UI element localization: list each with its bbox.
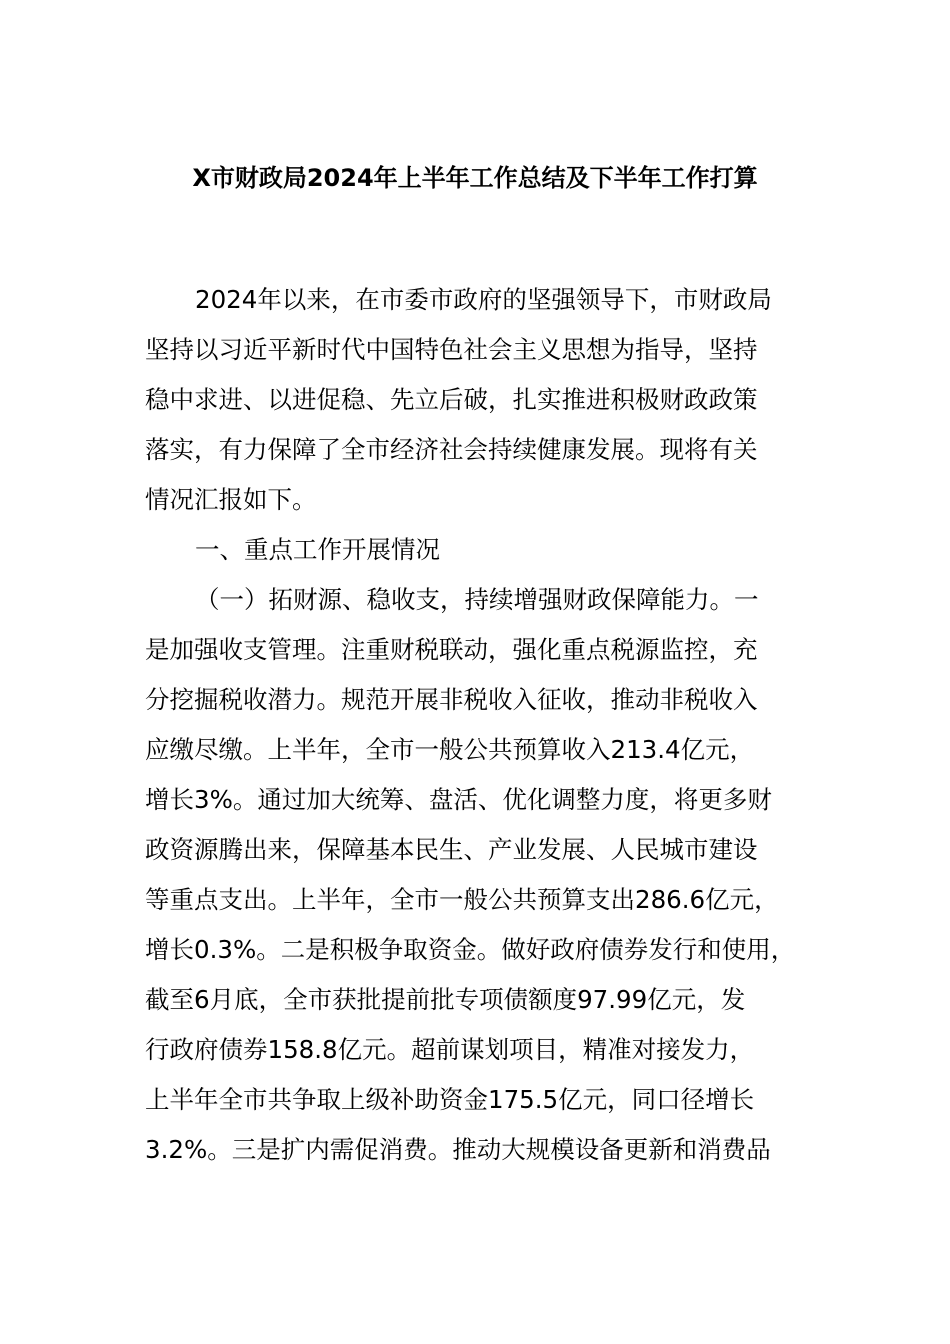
document-title: X市财政局2024年上半年工作总结及下半年工作打算 [192,164,758,192]
body-line: 应缴尽缴。上半年，全市一般公共预算收入213.4亿元， [145,735,755,764]
body-line: 稳中求进、以进促稳、先立后破，扎实推进积极财政政策 [145,385,758,414]
body-line: 落实，有力保障了全市经济社会持续健康发展。现将有关 [145,435,758,464]
body-line: 等重点支出。上半年，全市一般公共预算支出286.6亿元， [145,885,779,914]
body-line: 2024年以来，在市委市政府的坚强领导下，市财政局 [195,285,772,314]
body-line: 截至6月底，全市获批提前批专项债额度97.99亿元，发 [145,985,746,1014]
body-line: 政资源腾出来，保障基本民生、产业发展、人民城市建设 [145,835,758,864]
body-line: 行政府债券158.8亿元。超前谋划项目，精准对接发力， [145,1035,755,1064]
body-line: 上半年全市共争取上级补助资金175.5亿元，同口径增长 [145,1085,755,1114]
body-line: 是加强收支管理。注重财税联动，强化重点税源监控，充 [145,635,758,664]
body-line: 分挖掘税收潜力。规范开展非税收入征收，推动非税收入 [145,685,758,714]
body-line: 3.2%。三是扩内需促消费。推动大规模设备更新和消费品 [145,1135,771,1164]
body-line: 情况汇报如下。 [145,485,317,514]
body-line: 坚持以习近平新时代中国特色社会主义思想为指导，坚持 [145,335,758,364]
body-line: 增长0.3%。二是积极争取资金。做好政府债券发行和使用， [145,935,796,964]
body-line: （一）拓财源、稳收支，持续增强财政保障能力。一 [195,585,759,614]
body-line: 增长3%。通过加大统筹、盘活、优化调整力度，将更多财 [145,785,772,814]
section-heading: 一、重点工作开展情况 [195,535,440,564]
